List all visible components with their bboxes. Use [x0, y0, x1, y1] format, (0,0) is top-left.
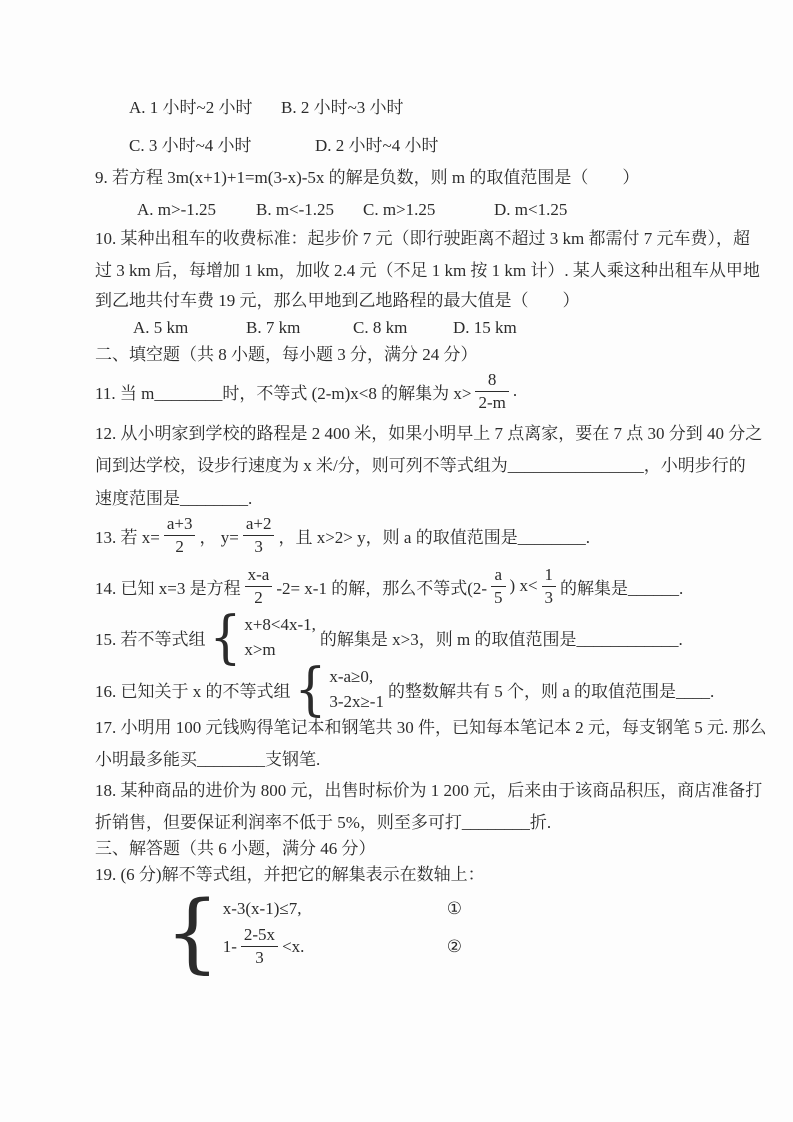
- q14-fraction-1-denominator: 2: [245, 586, 273, 608]
- q11-fraction-numerator: 8: [487, 370, 497, 389]
- q15-system-row-2: x>m: [244, 640, 276, 660]
- worksheet-content: [95, 96, 767, 984]
- left-brace-icon: {: [294, 655, 327, 723]
- question-14-text-mid-1: -2= x-1 的解，那么不等式(2-: [276, 578, 488, 598]
- q19-equation-1: x-3(x-1)≤7,: [222, 899, 302, 919]
- q19-inequality-system: [165, 883, 462, 984]
- q13-fraction-1-denominator: 2: [164, 535, 196, 557]
- q19-fraction-denominator: 3: [241, 946, 278, 968]
- question-13-text-pre: 13. 若 x=: [95, 527, 160, 547]
- question-17-line-2: 小明最多能买________支钢笔.: [95, 750, 321, 770]
- q8-options-row-2: [95, 136, 711, 155]
- q8-option-c: C. 3 小时~4 小时: [129, 136, 252, 155]
- left-brace-icon: {: [209, 603, 242, 671]
- q11-fraction: [475, 370, 508, 412]
- q16-inequality-system: [294, 655, 384, 723]
- question-19-stem: 19. (6 分)解不等式组，并把它的解集表示在数轴上：: [95, 865, 485, 885]
- q14-fraction-1-numerator: x-a: [247, 565, 270, 585]
- q19-equation-2-pre: 1-: [222, 936, 237, 956]
- question-17-line-1: 17. 小明用 100 元钱购得笔记本和钢笔共 30 件，已知每本笔记本 2 元，每支钢笔 5 元. 那么: [95, 718, 767, 738]
- q13-fraction-2-denominator: 3: [243, 535, 275, 557]
- question-15-text-post: 的解集是 x>3，则 m 的取值范围是____________.: [319, 629, 683, 649]
- section-3-title: 三、解答题（共 6 小题，满分 46 分）: [95, 839, 376, 859]
- q14-fraction-2-denominator: 5: [491, 586, 506, 608]
- q9-option-b: B. m<-1.25: [256, 200, 335, 219]
- q14-fraction-2-numerator: a: [494, 565, 503, 585]
- question-14-text-mid-2: ) x<: [509, 576, 538, 596]
- q11-fraction-denominator: 2-m: [475, 391, 508, 413]
- q8-option-a: A. 1 小时~2 小时: [129, 98, 253, 117]
- question-13-text-mid: ， y=: [199, 527, 239, 547]
- q9-option-a: A. m>-1.25: [137, 200, 216, 219]
- q19-system-rows: [223, 899, 462, 967]
- q14-fraction-3: [542, 565, 557, 607]
- q16-system-row-2: 3-2x≥-1: [329, 692, 384, 712]
- question-11-period: .: [512, 381, 518, 401]
- q16-system-rows: [329, 667, 384, 711]
- q19-system-row-1: [223, 899, 462, 918]
- q8-option-d: D. 2 小时~4 小时: [315, 136, 439, 155]
- question-11-text: 11. 当 m________时，不等式 (2-m)x<8 的解集为 x>: [95, 383, 472, 403]
- q8-option-b: B. 2 小时~3 小时: [281, 98, 404, 117]
- left-brace-icon: {: [165, 883, 220, 984]
- q10-options-row: [95, 318, 711, 337]
- q13-fraction-2-numerator: a+2: [245, 514, 272, 534]
- q10-option-d: D. 15 km: [453, 318, 517, 337]
- question-18-line-2: 折销售，但要保证利润率不低于 5%，则至多可打________折.: [95, 813, 552, 833]
- question-13: [95, 514, 711, 556]
- q8-options-row-1: [95, 98, 711, 117]
- section-2-title: 二、填空题（共 8 小题，每小题 3 分，满分 24 分）: [95, 345, 478, 364]
- q15-system-row-1: x+8<4x-1,: [244, 615, 316, 635]
- question-13-text-post: ，且 x>2> y，则 a 的取值范围是________.: [278, 527, 590, 547]
- question-18-line-1: 18. 某种商品的进价为 800 元，出售时标价为 1 200 元，后来由于该商品积压，商店准备打: [95, 781, 763, 801]
- q19-equation-2: [223, 925, 395, 967]
- question-16: [95, 655, 715, 723]
- question-15-text-pre: 15. 若不等式组: [95, 629, 206, 649]
- q19-label-1: ①: [446, 899, 462, 919]
- question-12-line-1: 12. 从小明家到学校的路程是 2 400 米，如果小明早上 7 点离家，要在 7 点 30 分到 40 分之: [95, 424, 763, 444]
- q10-option-a: A. 5 km: [133, 318, 189, 337]
- q14-fraction-1: [245, 565, 273, 607]
- question-12-line-3: 速度范围是________.: [95, 489, 253, 509]
- q15-system-rows: [244, 615, 316, 659]
- question-10-line-3: 到乙地共付车费 19 元，那么甲地到乙地路程的最大值是（ ）: [95, 291, 580, 310]
- q14-fraction-2: [491, 565, 506, 607]
- q9-options-row: [95, 200, 711, 219]
- q19-fraction: [241, 925, 278, 967]
- question-9-stem: 9. 若方程 3m(x+1)+1=m(3-x)-5x 的解是负数，则 m 的取值范围是（ ）: [95, 168, 640, 187]
- question-15: [95, 603, 711, 671]
- question-10-line-1: 10. 某种出租车的收费标准：起步价 7 元（即行驶距离不超过 3 km 都需付 7 元车费），超: [95, 229, 750, 248]
- question-14: [95, 565, 711, 607]
- question-14-text-post: 的解集是______.: [560, 578, 684, 598]
- q14-fraction-3-denominator: 3: [542, 586, 557, 608]
- q16-system-row-1: x-a≥0,: [329, 667, 374, 687]
- q10-option-b: B. 7 km: [246, 318, 301, 337]
- q14-fraction-3-numerator: 1: [544, 565, 554, 585]
- q13-fraction-2: [243, 514, 275, 556]
- q19-label-2: ②: [446, 936, 462, 956]
- q13-fraction-1-numerator: a+3: [166, 514, 193, 534]
- question-11: [95, 370, 711, 412]
- q19-system-block: [161, 883, 711, 984]
- q19-fraction-numerator: 2-5x: [243, 925, 276, 945]
- q19-equation-2-post: <x.: [282, 936, 305, 956]
- question-12-line-2: 间到达学校，设步行速度为 x 米/分，则可列不等式组为________________，小明步行的: [95, 456, 746, 476]
- q10-option-c: C. 8 km: [353, 318, 408, 337]
- question-16-text-post: 的整数解共有 5 个，则 a 的取值范围是____.: [387, 681, 715, 701]
- q9-option-d: D. m<1.25: [494, 200, 568, 219]
- question-14-text-pre: 14. 已知 x=3 是方程: [95, 578, 241, 598]
- q9-option-c: C. m>1.25: [363, 200, 436, 219]
- q19-system-row-2: [223, 925, 462, 967]
- question-10-line-2: 过 3 km 后，每增加 1 km，加收 2.4 元（不足 1 km 按 1 km 计）. 某人乘这种出租车从甲地: [95, 261, 760, 280]
- question-16-text-pre: 16. 已知关于 x 的不等式组: [95, 681, 291, 701]
- q13-fraction-1: [164, 514, 196, 556]
